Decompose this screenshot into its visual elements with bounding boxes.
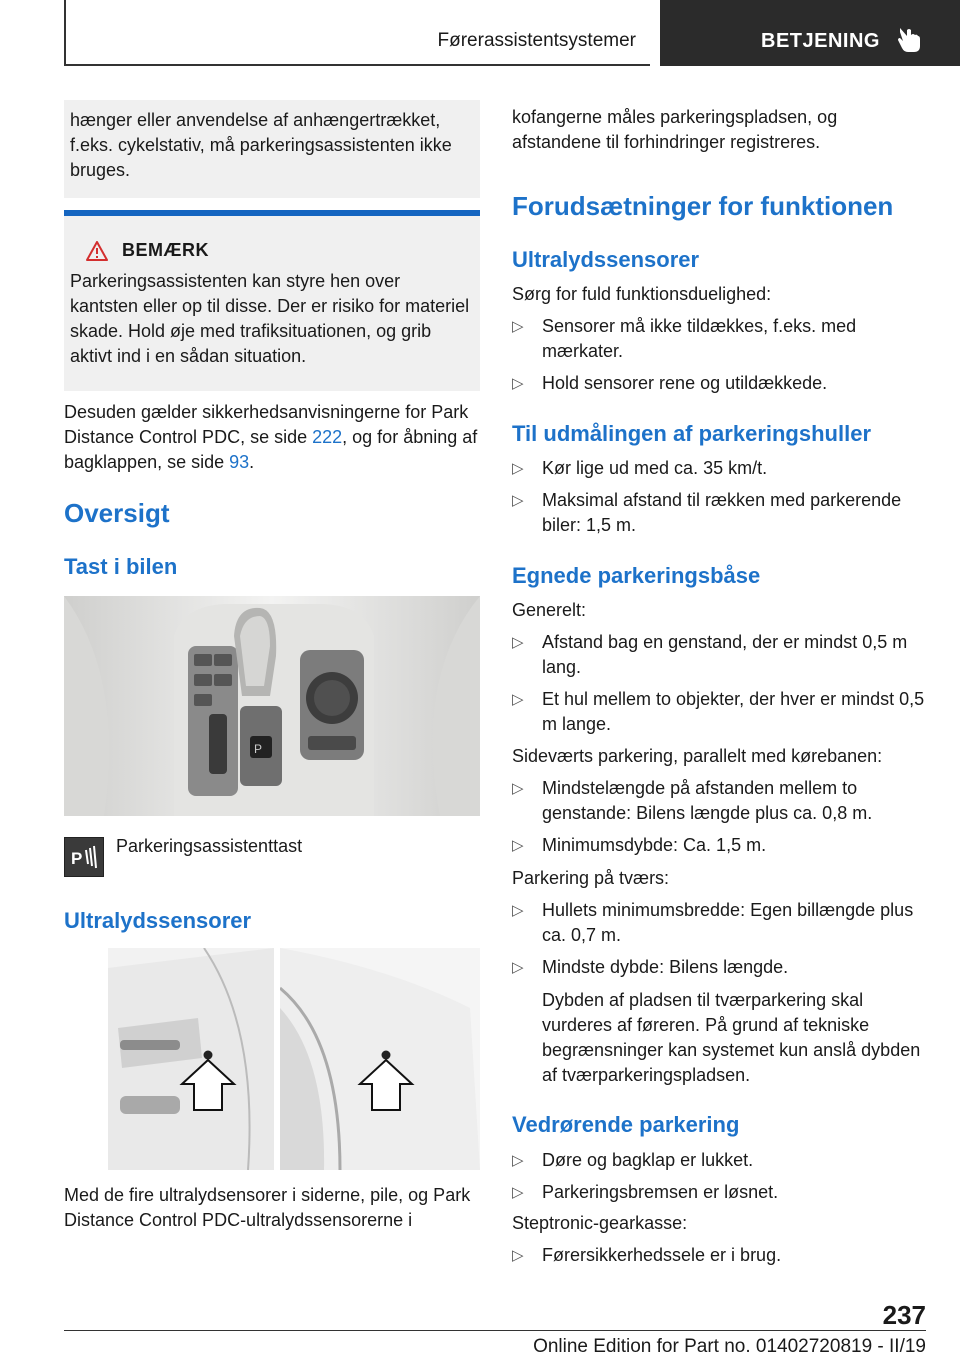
- steptronic-label: Steptronic-gearkasse:: [512, 1213, 688, 1233]
- heading-sensors-left: Ultralydssensorer: [64, 908, 252, 933]
- list-item: ▷ Hullets minimumsbredde: Egen billængde plus ca. 0,7 m.: [512, 898, 926, 948]
- safety-text-2: , og for åbning af bagklappen, se side: [64, 427, 478, 472]
- steptronic-list: [512, 1243, 926, 1268]
- warning-triangle-icon: [86, 241, 108, 261]
- heading-overview: Oversigt: [64, 498, 170, 528]
- heading-prerequisites: Forudsætninger for funktionen: [512, 191, 894, 221]
- svg-text:P: P: [71, 849, 83, 868]
- safety-paragraph: [64, 400, 480, 475]
- note-text: Parkeringsassistenten kan styre hen over kantsten eller op til disse. Der er risiko for materiel skade. Hold øje med trafiksituationen, og grib aktivt ind i en sådan situation.: [70, 271, 470, 366]
- heading-button: Tast i bilen: [64, 554, 178, 579]
- space-general: Generelt:: [512, 600, 587, 620]
- hand-pointer-icon: [896, 26, 922, 54]
- header-section-box: [64, 0, 650, 66]
- front-sensor-image: [108, 948, 274, 1170]
- heading-parking: Vedrørende parkering: [512, 1112, 740, 1137]
- note-heading: [86, 240, 472, 261]
- edition-text: Online Edition for Part no. 01402720819 - II/19: [533, 1336, 926, 1357]
- space-parallel-list: [512, 776, 926, 858]
- warning-continuation-box: [64, 100, 480, 198]
- space-parallel: Sideværts parkering, parallelt med kørebanen:: [512, 746, 883, 766]
- space-cross-extra: Dybden af pladsen til tværparkering skal vurderes af føreren. På grund af tekniske begrænsninger kan systemet kun anslå dybden af tværparkeringspladsen.: [542, 990, 921, 1085]
- park-assist-button-icon: [64, 837, 104, 877]
- sensors-paragraph: Med de fire ultralydsensorer i siderne, pile, og Park Distance Control PDC-ultralydssensorerne i: [64, 1185, 471, 1230]
- parking-list: [512, 1148, 926, 1205]
- list-item: ▷ Hold sensorer rene og utildækkede.: [512, 371, 926, 396]
- page-link-93[interactable]: 93: [229, 452, 250, 472]
- list-item: ▷ Parkeringsbremsen er løsnet.: [512, 1180, 926, 1205]
- list-item: ▷ Førersikkerhedssele er i brug.: [512, 1243, 926, 1268]
- ultra-list: [512, 314, 926, 396]
- heading-ultrasonic: Ultralydssensorer: [512, 247, 700, 272]
- heading-measure: Til udmålingen af parkeringshuller: [512, 421, 872, 446]
- header-chapter-box: [660, 0, 960, 66]
- space-cross: Parkering på tværs:: [512, 868, 670, 888]
- list-item: ▷ Mindstelængde på afstanden mellem to genstande: Bilens længde plus ca. 0,8 m.: [512, 776, 926, 826]
- note-box: [64, 210, 480, 391]
- section-title: Førerassistentsystemer: [437, 30, 636, 51]
- footer-divider: [64, 1330, 926, 1331]
- ultra-intro: Sørg for fuld funktionsduelighed:: [512, 284, 772, 304]
- intro-paragraph: kofangerne måles parkeringspladsen, og afstandene til forhindringer registreres.: [512, 107, 838, 152]
- list-item: ▷ Maksimal afstand til rækken med parkerende biler: 1,5 m.: [512, 488, 926, 538]
- list-item: ▷ Minimumsdybde: Ca. 1,5 m.: [512, 833, 926, 858]
- page-link-222[interactable]: 222: [312, 427, 343, 447]
- rear-sensor-image: [280, 948, 480, 1170]
- list-item: ▷ Afstand bag en genstand, der er mindst 0,5 m lang.: [512, 630, 926, 680]
- box-text: hænger eller anvendelse af anhængertrækket, f.eks. cykelstativ, må parkeringsassistenten ikke bruges.: [70, 110, 452, 180]
- page-number: 237: [882, 1300, 926, 1330]
- safety-text-1: Desuden gælder sikkerhedsanvisningerne for Park Distance Control PDC, se side: [64, 402, 469, 447]
- console-image: [64, 596, 480, 816]
- chapter-title: BETJENING: [761, 30, 880, 52]
- list-item: ▷ Mindste dybde: Bilens længde.: [512, 955, 926, 980]
- space-cross-list: [512, 898, 926, 980]
- list-item: ▷ Et hul mellem to objekter, der hver er mindst 0,5 m lange.: [512, 687, 926, 737]
- heading-space: Egnede parkeringsbåse: [512, 563, 761, 588]
- button-caption: Parkeringsassistenttast: [116, 836, 303, 856]
- measure-list: [512, 456, 926, 538]
- list-item: ▷ Døre og bagklap er lukket.: [512, 1148, 926, 1173]
- note-title: BEMÆRK: [122, 240, 209, 260]
- list-item: ▷ Sensorer må ikke tildækkes, f.eks. med mærkater.: [512, 314, 926, 364]
- space-general-list: [512, 630, 926, 737]
- safety-text-3: .: [249, 452, 255, 472]
- list-item: ▷ Kør lige ud med ca. 35 km/t.: [512, 456, 926, 481]
- svg-text:P: P: [254, 742, 263, 756]
